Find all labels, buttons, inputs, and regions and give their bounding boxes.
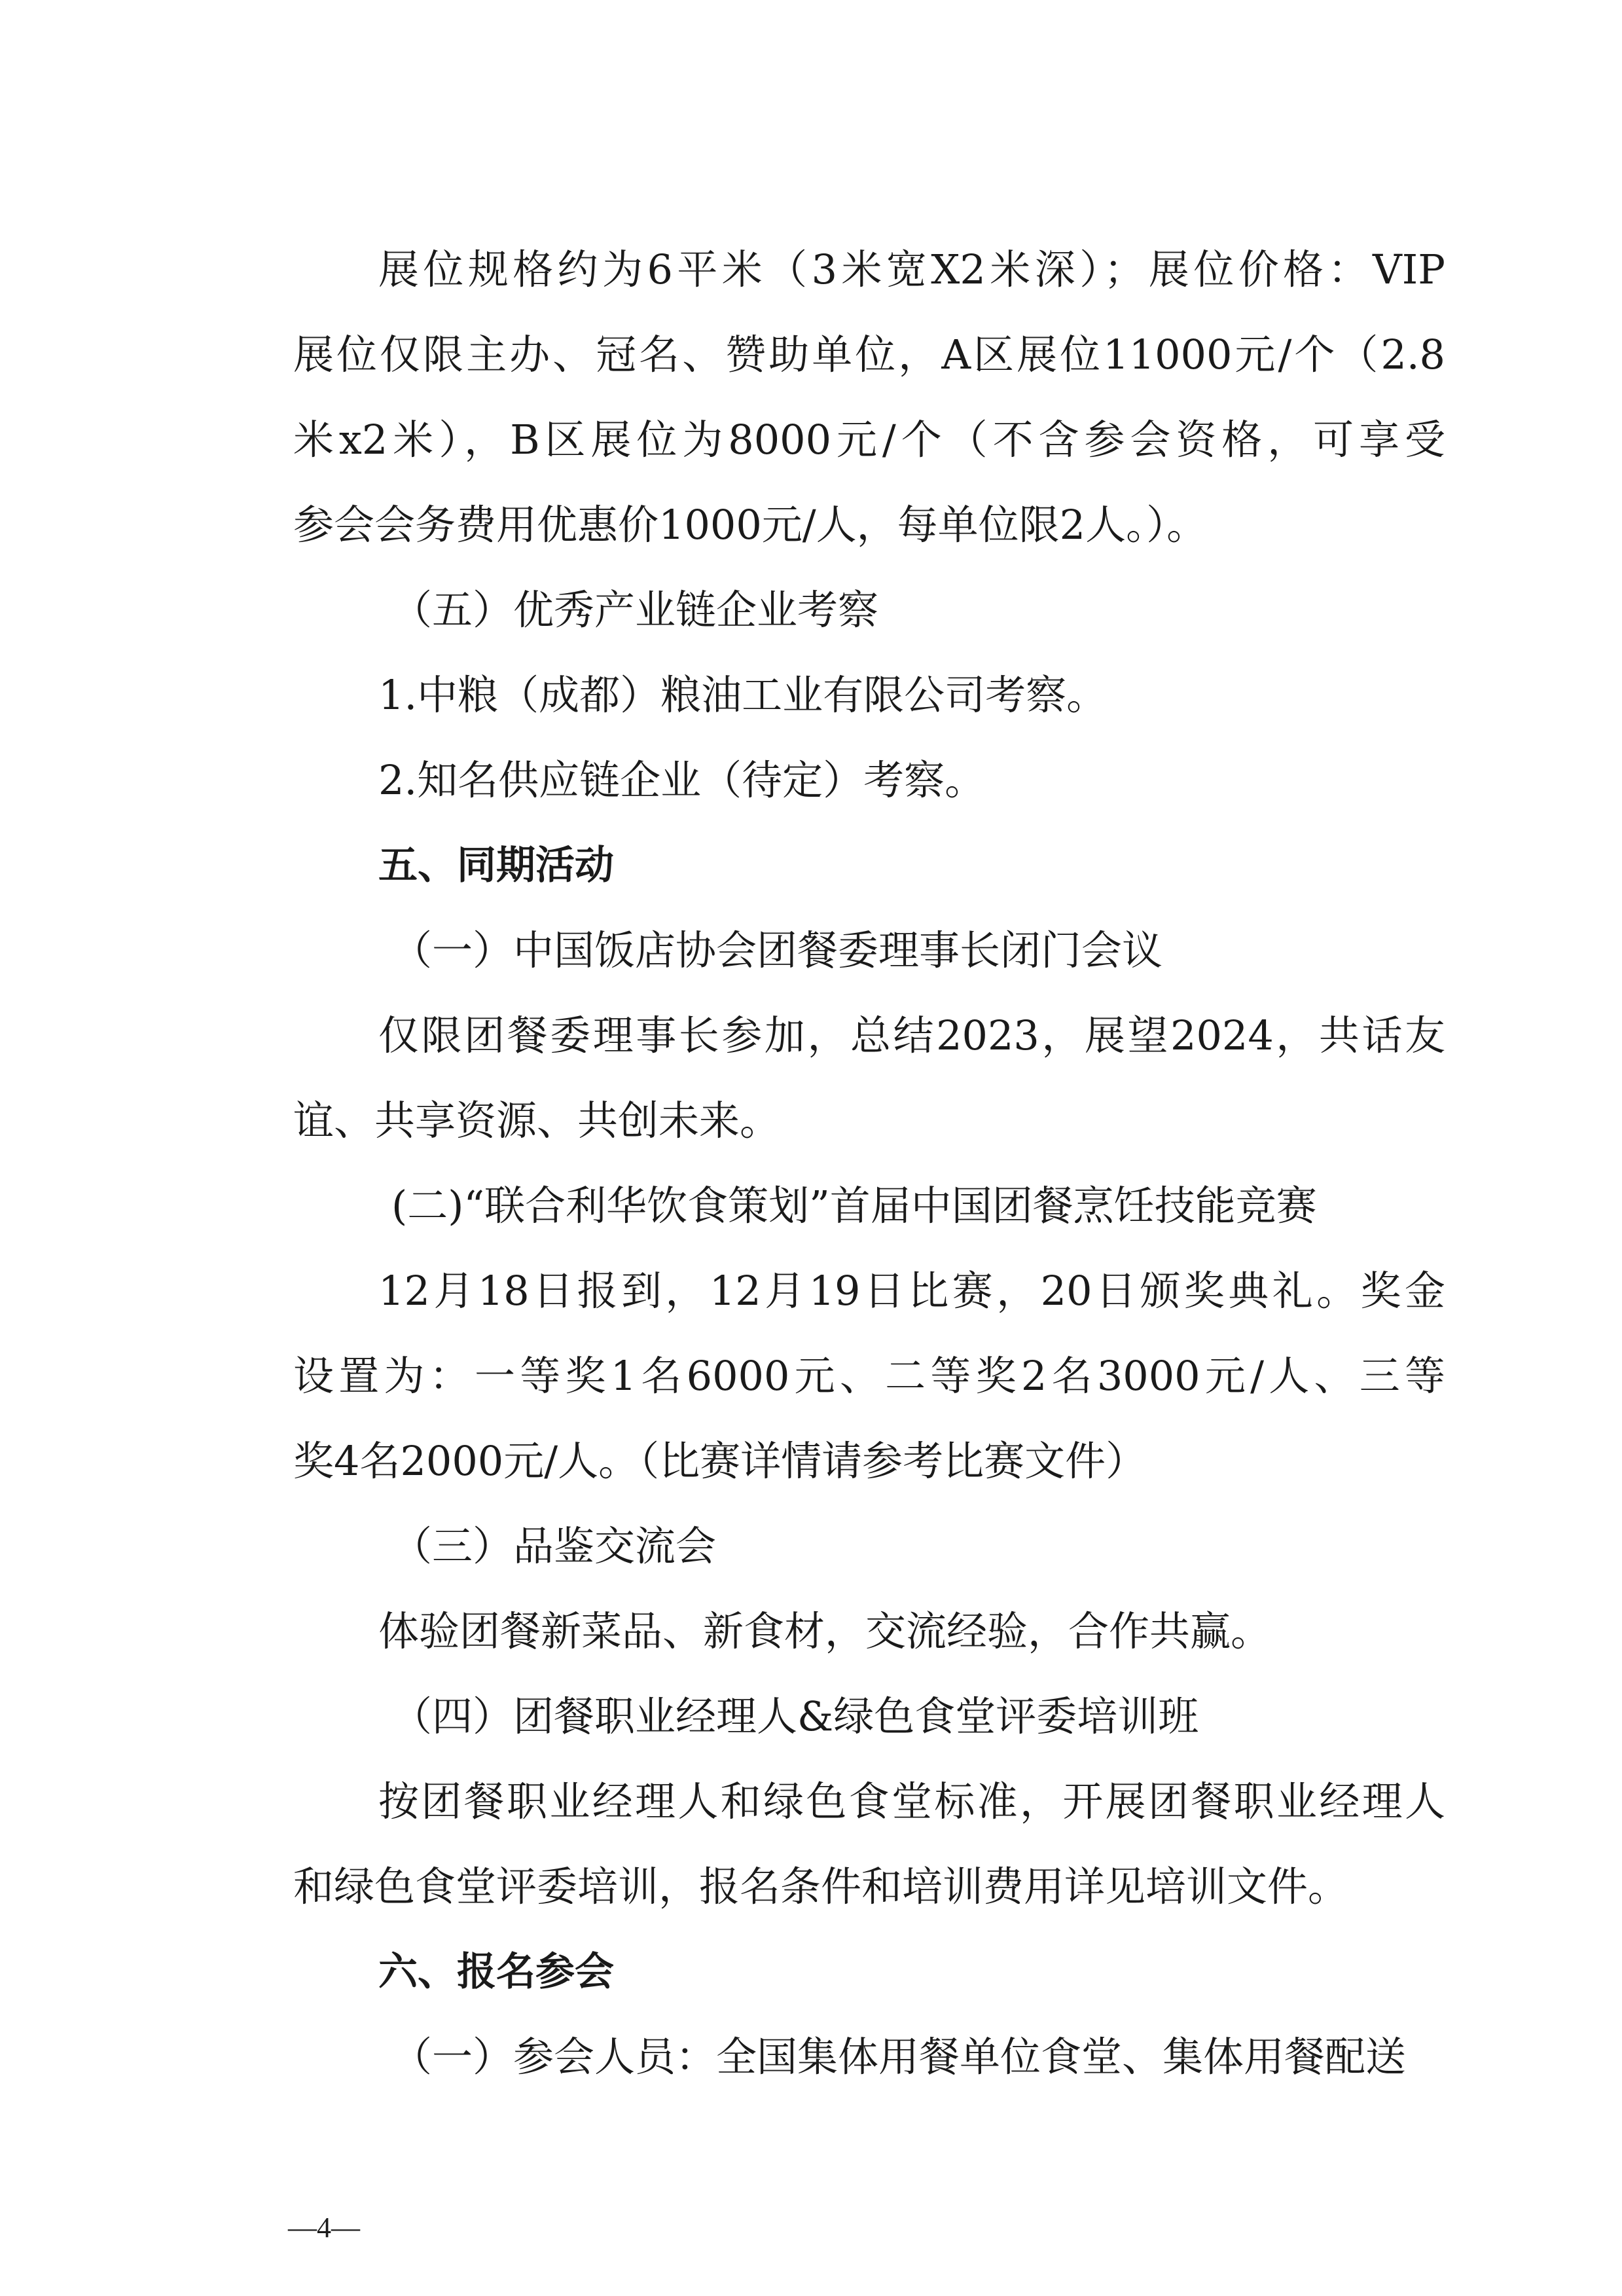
paragraph-line: 谊、共享资源、共创未来。	[293, 1097, 781, 1144]
paragraph-line: 仅限团餐委理事长参加，总结2023，展望2024，共话友	[378, 1011, 1445, 1059]
paragraph-line: 奖4名2000元/人。（比赛详情请参考比赛文件）	[293, 1437, 1147, 1485]
section-heading: 五、同期活动	[378, 843, 614, 888]
list-item: 1.中粮（成都）粮油工业有限公司考察。	[378, 671, 1108, 719]
section-subheading: （三）品鉴交流会	[391, 1522, 717, 1570]
paragraph-line: 展位规格约为6平米（3米宽X2米深）；展位价格：VIP	[378, 246, 1445, 293]
page-number: —4—	[288, 2212, 360, 2244]
section-heading: 六、报名参会	[378, 1949, 614, 1995]
paragraph-line: 米x2米），B区展位为8000元/个（不含参会资格，可享受	[293, 416, 1445, 464]
section-subheading: （一）中国饭店协会团餐委理事长闭门会议	[391, 926, 1163, 974]
paragraph-line: 按团餐职业经理人和绿色食堂标准，开展团餐职业经理人	[378, 1777, 1445, 1825]
section-subheading: （五）优秀产业链企业考察	[391, 586, 879, 634]
section-subheading: （四）团餐职业经理人&绿色食堂评委培训班	[391, 1692, 1199, 1740]
paragraph-line: 12月18日报到，12月19日比赛，20日颁奖典礼。奖金	[378, 1267, 1445, 1315]
paragraph-line: 展位仅限主办、冠名、赞助单位，A区展位11000元/个（2.8	[293, 331, 1445, 378]
paragraph-line: 体验团餐新菜品、新食材，交流经验，合作共赢。	[378, 1607, 1272, 1655]
section-subheading: （一）参会人员：全国集体用餐单位食堂、集体用餐配送	[391, 2033, 1407, 2081]
section-subheading: (二)“联合利华饮食策划”首届中国团餐烹饪技能竞赛	[391, 1182, 1317, 1230]
paragraph-line: 参会会务费用优惠价1000元/人，每单位限2人。）。	[293, 501, 1208, 549]
list-item: 2.知名供应链企业（待定）考察。	[378, 756, 986, 804]
paragraph-line: 设置为：一等奖1名6000元、二等奖2名3000元/人、三等	[293, 1352, 1445, 1400]
paragraph-line: 和绿色食堂评委培训，报名条件和培训费用详见培训文件。	[293, 1863, 1349, 1910]
